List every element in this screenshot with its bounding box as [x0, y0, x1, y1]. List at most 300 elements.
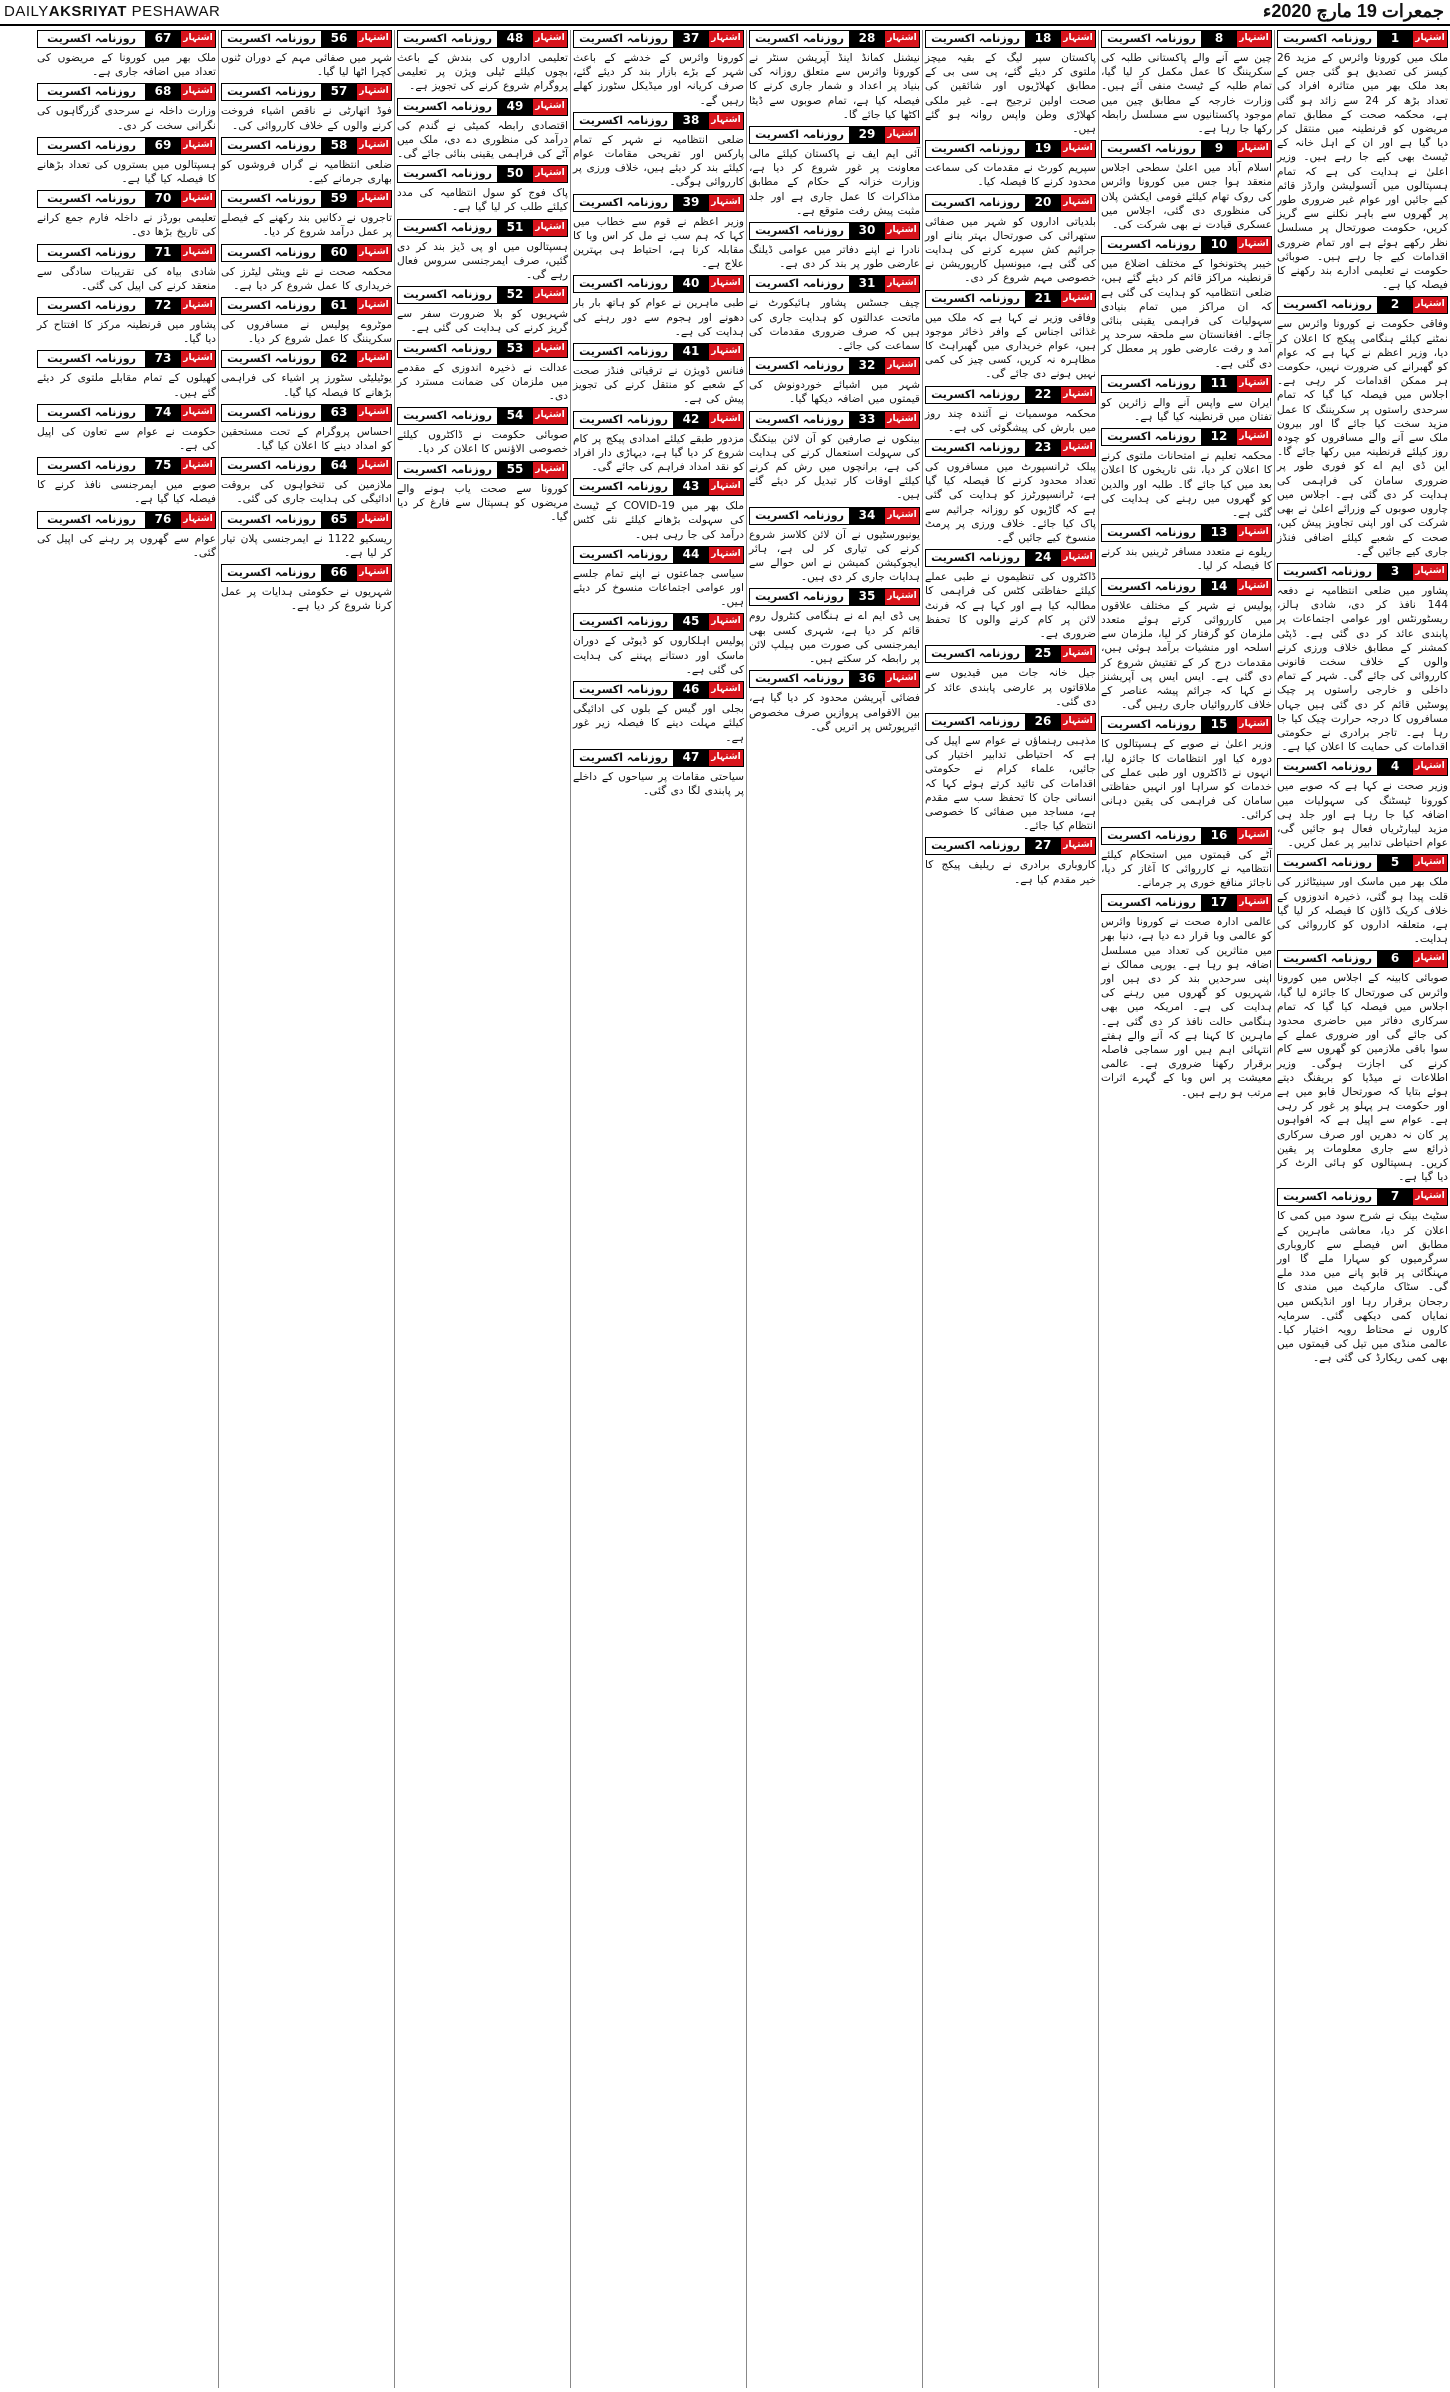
news-item	[749, 30, 920, 122]
item-header-label: روزنامہ اکسریت	[1102, 31, 1201, 47]
item-body-text: ملازمین کی تنخواہوں کی بروقت ادائیگی کی ہدایت جاری کی گئی۔	[221, 479, 392, 506]
news-item	[925, 713, 1096, 833]
news-item	[397, 461, 568, 525]
item-header-tag: اشتہار	[885, 508, 919, 524]
item-header-label: روزنامہ اکسریت	[1102, 717, 1201, 733]
item-number: 18	[1025, 31, 1061, 47]
item-body-text: فوڈ اتھارٹی نے ناقص اشیاء فروخت کرنے والوں کے خلاف کارروائی کی۔	[221, 105, 392, 132]
item-number: 21	[1025, 291, 1061, 307]
item-header	[397, 98, 568, 116]
news-item	[221, 137, 392, 186]
news-item	[925, 386, 1096, 435]
news-item	[573, 478, 744, 542]
item-body-text: ڈاکٹروں کی تنظیموں نے طبی عملے کیلئے حفاظتی کٹس کی فراہمی کا مطالبہ کیا ہے اور کہا ہے کہ فرنٹ لائن پر کام کرنے والوں کا تحفظ ضروری ہے۔	[925, 571, 1096, 641]
item-number: 13	[1201, 525, 1237, 541]
item-header	[221, 297, 392, 315]
item-number: 62	[321, 351, 357, 367]
item-number: 51	[497, 220, 533, 236]
item-number: 43	[673, 479, 709, 495]
item-number: 76	[145, 512, 181, 528]
item-header	[749, 126, 920, 144]
item-number: 58	[321, 138, 357, 154]
item-header	[573, 411, 744, 429]
item-number: 30	[849, 223, 885, 239]
item-body-text: صوبائی کابینہ کے اجلاس میں کورونا وائرس کی صورتحال کا جائزہ لیا گیا، اجلاس میں فیصلہ کیا گیا کہ تمام سرکاری دفاتر میں حاضری محدود کی جائے گی اور ضروری عملے کے سوا باقی ملازمین کو گھروں سے کام کرنے کی اجازت ہوگی۔ وزیر اطلاعات نے میڈیا کو بریفنگ دیتے ہوئے بتایا کہ صورتحال قابو میں ہے اور حکومت ہر پہلو پر غور کر رہی ہے۔ عوام سے اپیل ہے کہ افواہوں پر کان نہ دھریں اور صرف سرکاری ذرائع سے جاری معلومات پر یقین کریں۔ ہسپتالوں کو ہائی الرٹ کر دیا گیا ہے۔	[1277, 972, 1448, 1184]
item-header-label: روزنامہ اکسریت	[222, 458, 321, 474]
item-body-text: مذہبی رہنماؤں نے عوام سے اپیل کی ہے کہ احتیاطی تدابیر اختیار کی جائیں، علماء کرام نے حکومتی اقدامات کی تائید کرتے ہوئے کہا کہ انسانی جان کا تحفظ سب سے مقدم ہے، مساجد میں صفائی کا خصوصی انتظام کیا جائے۔	[925, 734, 1096, 833]
item-body-text: پشاور میں ضلعی انتظامیہ نے دفعہ 144 نافذ کر دی، شادی ہالز، ریسٹورنٹس اور عوامی اجتماعات پر پابندی عائد کر دی گئی ہے۔ ڈپٹی کمشنر کے مطابق خلاف ورزی کرنے والوں کے خلاف سخت قانونی کارروائی کی جائے گی۔ شہر کے تمام داخلی و خارجی راستوں پر چیک پوسٹیں قائم کر دی گئی ہیں جہاں مسافروں کا درجہ حرارت چیک کیا جا رہا ہے۔ تاجر برادری نے حکومتی اقدامات کی حمایت کا اعلان کیا ہے۔	[1277, 584, 1448, 754]
item-header-tag: اشتہار	[1237, 828, 1271, 844]
item-header-tag: اشتہار	[357, 84, 391, 100]
item-header-tag: اشتہار	[709, 614, 743, 630]
item-header-tag: اشتہار	[709, 479, 743, 495]
item-number: 25	[1025, 646, 1061, 662]
news-item	[221, 30, 392, 79]
item-body-text: ملک بھر میں 19-COVID کے ٹیسٹ کی سہولت بڑھانے کیلئے نئی کٹس درآمد کی جا رہی ہیں۔	[573, 500, 744, 541]
item-number: 73	[145, 351, 181, 367]
item-header	[1277, 30, 1448, 48]
item-header	[749, 222, 920, 240]
item-header	[749, 30, 920, 48]
news-item	[37, 30, 216, 79]
item-body-text: یونیورسٹیوں نے آن لائن کلاسز شروع کرنے کی تیاری کر لی ہے، ہائر ایجوکیشن کمیشن نے اس حوالے سے ہدایات جاری کر دی ہیں۔	[749, 528, 920, 584]
item-header	[1277, 296, 1448, 314]
item-header-label: روزنامہ اکسریت	[574, 750, 673, 766]
news-item	[37, 457, 216, 506]
item-header-tag: اشتہار	[1413, 1189, 1447, 1205]
item-header	[37, 190, 216, 208]
item-header	[37, 511, 216, 529]
item-header-tag: اشتہار	[709, 195, 743, 211]
item-header-label: روزنامہ اکسریت	[38, 191, 145, 207]
news-item	[221, 564, 392, 613]
item-number: 63	[321, 405, 357, 421]
item-header-tag: اشتہار	[1237, 579, 1271, 595]
item-body-text: موٹروے پولیس نے مسافروں کی سکریننگ کا عمل شروع کر دیا۔	[221, 319, 392, 346]
item-header-label: روزنامہ اکسریت	[750, 127, 849, 143]
news-item	[1101, 894, 1272, 1100]
item-header-label: روزنامہ اکسریت	[574, 195, 673, 211]
column-1	[1274, 30, 1450, 2388]
item-header	[925, 386, 1096, 404]
item-header	[1277, 563, 1448, 581]
item-header	[1101, 716, 1272, 734]
item-body-text: ملک بھر میں ماسک اور سینیٹائزر کی قلت پیدا ہو گئی، ذخیرہ اندوزوں کے خلاف کریک ڈاؤن کا فیصلہ کر لیا گیا ہے، متعلقہ اداروں کو کارروائی کی ہدایت۔	[1277, 876, 1448, 946]
item-number: 22	[1025, 387, 1061, 403]
item-header-tag: اشتہار	[1061, 550, 1095, 566]
item-header-tag: اشتہار	[357, 298, 391, 314]
news-item	[925, 645, 1096, 709]
item-number: 44	[673, 547, 709, 563]
item-header-tag: اشتہار	[533, 341, 567, 357]
news-item	[925, 290, 1096, 382]
news-item	[1101, 428, 1272, 520]
column-6	[394, 30, 570, 2388]
item-header-label: روزنامہ اکسریت	[38, 245, 145, 261]
item-header-tag: اشتہار	[885, 31, 919, 47]
item-body-text: تعلیمی بورڈز نے داخلہ فارم جمع کرانے کی تاریخ بڑھا دی۔	[37, 212, 216, 239]
item-number: 47	[673, 750, 709, 766]
news-item	[573, 275, 744, 339]
item-header-label: روزنامہ اکسریت	[398, 31, 497, 47]
item-header-tag: اشتہار	[533, 31, 567, 47]
news-item	[37, 190, 216, 239]
item-header-label: روزنامہ اکسریت	[38, 512, 145, 528]
item-header-label: روزنامہ اکسریت	[926, 838, 1025, 854]
item-body-text: اسلام آباد میں اعلیٰ سطحی اجلاس منعقد ہوا جس میں کورونا وائرس کی روک تھام کیلئے قومی ایکشن پلان کی منظوری دی گئی، اجلاس میں عسکری قیادت نے بھی شرکت کی۔	[1101, 162, 1272, 232]
item-header-tag: اشتہار	[885, 223, 919, 239]
item-header	[573, 343, 744, 361]
item-number: 61	[321, 298, 357, 314]
item-header	[1101, 894, 1272, 912]
item-header	[397, 30, 568, 48]
item-header	[925, 30, 1096, 48]
item-header-label: روزنامہ اکسریت	[926, 141, 1025, 157]
item-body-text: فنانس ڈویژن نے ترقیاتی فنڈز صحت کے شعبے کو منتقل کرنے کی تجویز پیش کی ہے۔	[573, 365, 744, 406]
item-body-text: عدالت نے ذخیرہ اندوزی کے مقدمے میں ملزمان کی ضمانت مسترد کر دی۔	[397, 361, 568, 403]
item-body-text: پاک فوج کو سول انتظامیہ کی مدد کیلئے طلب کر لیا گیا ہے۔	[397, 187, 568, 214]
item-body-text: نیشنل کمانڈ اینڈ آپریشن سنٹر نے کورونا وائرس سے متعلق روزانہ کی بنیاد پر اعداد و شمار جاری کرنے کا فیصلہ کیا ہے، تمام صوبوں سے ڈیٹا اکٹھا کیا جائے گا۔	[749, 52, 920, 121]
news-item	[1101, 30, 1272, 136]
item-header-tag: اشتہار	[357, 31, 391, 47]
brand-name: AKSRIYAT	[48, 3, 127, 20]
item-header-tag: اشتہار	[1413, 31, 1447, 47]
item-body-text: پبلک ٹرانسپورٹ میں مسافروں کی تعداد محدود کرنے کا فیصلہ کیا گیا ہے، ٹرانسپورٹرز کو ہدایت کی گئی ہے کہ گاڑیوں کو روزانہ جراثیم سے پاک کیا جائے۔ خلاف ورزی پر پرمٹ منسوخ کیے جائیں گے۔	[925, 461, 1096, 545]
item-number: 31	[849, 276, 885, 292]
item-number: 4	[1377, 759, 1413, 775]
item-header-label: روزنامہ اکسریت	[1102, 525, 1201, 541]
news-item	[221, 404, 392, 453]
item-body-text: محکمہ تعلیم نے امتحانات ملتوی کرنے کا اعلان کر دیا، نئی تاریخوں کا اعلان بعد میں کیا جائے گا۔ طلبہ اور والدین کو گھروں میں رہنے کی ہدایت کی گئی ہے۔	[1101, 450, 1272, 520]
item-header-tag: اشتہار	[1237, 141, 1271, 157]
item-body-text: شہریوں نے حکومتی ہدایات پر عمل کرنا شروع کر دیا ہے۔	[221, 586, 392, 613]
item-header-tag: اشتہار	[1061, 714, 1095, 730]
item-number: 41	[673, 344, 709, 360]
item-header-label: روزنامہ اکسریت	[574, 344, 673, 360]
item-header	[573, 194, 744, 212]
news-item	[1101, 578, 1272, 713]
item-header	[37, 457, 216, 475]
item-body-text: اقتصادی رابطہ کمیٹی نے گندم کی درآمد کی منظوری دے دی، ملک میں آٹے کی فراہمی یقینی بنائی جائے گی۔	[397, 119, 568, 161]
item-body-text: فضائی آپریشن محدود کر دیا گیا ہے، بین الاقوامی پروازیں صرف مخصوص ائیرپورٹس پر اتریں گی۔	[749, 692, 920, 733]
item-body-text: کورونا وائرس کے خدشے کے باعث شہر کے بڑے بازار بند کر دیئے گئے، صرف کریانہ اور میڈیکل سٹورز کھلے رہیں گے۔	[573, 52, 744, 107]
item-header	[397, 286, 568, 304]
item-body-text: وزیر اعظم نے قوم سے خطاب میں کہا کہ ہم سب نے مل کر اس وبا کا مقابلہ کرنا ہے، احتیاط ہی بہترین علاج ہے۔	[573, 215, 744, 271]
item-header-tag: اشتہار	[357, 565, 391, 581]
item-header-label: روزنامہ اکسریت	[398, 220, 497, 236]
news-item	[749, 588, 920, 666]
item-header-tag: اشتہار	[181, 245, 215, 261]
item-body-text: عوام سے گھروں پر رہنے کی اپیل کی گئی۔	[37, 532, 216, 559]
item-header-label: روزنامہ اکسریت	[574, 614, 673, 630]
item-body-text: مزدور طبقے کیلئے امدادی پیکج پر کام شروع کر دیا گیا ہے، دیہاڑی دار افراد کو نقد امداد فراہم کی جائے گی۔	[573, 432, 744, 474]
item-header-label: روزنامہ اکسریت	[574, 547, 673, 563]
news-item	[925, 837, 1096, 886]
item-header-tag: اشتہار	[885, 589, 919, 605]
item-number: 48	[497, 31, 533, 47]
item-header	[37, 137, 216, 155]
item-number: 45	[673, 614, 709, 630]
column-2	[1098, 30, 1274, 2388]
item-number: 1	[1377, 31, 1413, 47]
news-item	[1277, 950, 1448, 1184]
item-header-tag: اشتہار	[885, 671, 919, 687]
news-item	[221, 83, 392, 132]
item-number: 12	[1201, 429, 1237, 445]
item-header	[1277, 854, 1448, 872]
item-header-tag: اشتہار	[1237, 31, 1271, 47]
news-item	[221, 350, 392, 399]
item-number: 19	[1025, 141, 1061, 157]
news-item	[37, 404, 216, 453]
item-number: 68	[145, 84, 181, 100]
item-body-text: آئی ایم ایف نے پاکستان کیلئے مالی معاونت پر غور شروع کر دیا ہے، وزارت خزانہ کے حکام کے مطابق مذاکرات کا عمل جاری ہے اور جلد مثبت پیش رفت متوقع ہے۔	[749, 148, 920, 217]
item-number: 55	[497, 462, 533, 478]
item-number: 7	[1377, 1189, 1413, 1205]
item-header-tag: اشتہار	[1413, 564, 1447, 580]
news-item	[37, 137, 216, 186]
item-number: 24	[1025, 550, 1061, 566]
item-header-label: روزنامہ اکسریت	[1278, 31, 1377, 47]
item-header-label: روزنامہ اکسریت	[750, 412, 849, 428]
item-header-tag: اشتہار	[1413, 951, 1447, 967]
item-header-label: روزنامہ اکسریت	[926, 440, 1025, 456]
item-header-tag: اشتہار	[885, 276, 919, 292]
item-header-label: روزنامہ اکسریت	[398, 287, 497, 303]
item-header-tag: اشتہار	[1413, 855, 1447, 871]
item-body-text: صوبے میں ایمرجنسی نافذ کرنے کا فیصلہ کیا گیا ہے۔	[37, 479, 216, 506]
item-header	[1101, 827, 1272, 845]
item-header-tag: اشتہار	[1061, 31, 1095, 47]
news-item	[1101, 716, 1272, 822]
item-header-tag: اشتہار	[1061, 291, 1095, 307]
item-body-text: وزارت داخلہ نے سرحدی گزرگاہوں کی نگرانی سخت کر دی۔	[37, 105, 216, 132]
news-item	[749, 411, 920, 503]
item-header-label: روزنامہ اکسریت	[398, 341, 497, 357]
item-header-tag: اشتہار	[533, 462, 567, 478]
item-body-text: تعلیمی اداروں کی بندش کے باعث بچوں کیلئے ٹیلی ویژن پر تعلیمی پروگرام شروع کرنے کی تجویز ہے۔	[397, 52, 568, 93]
item-body-text: صوبائی حکومت نے ڈاکٹروں کیلئے خصوصی الاؤنس کا اعلان کر دیا۔	[397, 429, 568, 456]
item-number: 42	[673, 412, 709, 428]
item-number: 27	[1025, 838, 1061, 854]
news-item	[573, 30, 744, 108]
item-header	[1101, 578, 1272, 596]
item-header	[1277, 950, 1448, 968]
item-header	[925, 837, 1096, 855]
item-header	[749, 411, 920, 429]
item-body-text: نادرا نے اپنے دفاتر میں عوامی ڈیلنگ عارضی طور پر بند کر دی ہے۔	[749, 244, 920, 271]
item-number: 75	[145, 458, 181, 474]
item-header-tag: اشتہار	[533, 408, 567, 424]
item-header	[573, 613, 744, 631]
item-body-text: ریسکیو 1122 نے ایمرجنسی پلان تیار کر لیا ہے۔	[221, 532, 392, 559]
item-number: 5	[1377, 855, 1413, 871]
item-header-tag: اشتہار	[1237, 237, 1271, 253]
item-header-tag: اشتہار	[709, 412, 743, 428]
item-header-tag: اشتہار	[533, 99, 567, 115]
item-number: 64	[321, 458, 357, 474]
item-number: 10	[1201, 237, 1237, 253]
item-header	[397, 165, 568, 183]
news-item	[1101, 827, 1272, 891]
news-item	[221, 511, 392, 560]
item-header-tag: اشتہار	[357, 138, 391, 154]
brand-prefix: DAILY	[4, 3, 49, 20]
news-item	[221, 190, 392, 239]
item-body-text: چیف جسٹس پشاور ہائیکورٹ نے ماتحت عدالتوں کو ہدایت جاری کی ہیں کہ صرف ضروری مقدمات کی سماعت کی جائے۔	[749, 297, 920, 353]
news-item	[1277, 758, 1448, 850]
item-header-label: روزنامہ اکسریت	[750, 671, 849, 687]
news-item	[1101, 140, 1272, 232]
item-header-tag: اشتہار	[709, 682, 743, 698]
item-header-label: روزنامہ اکسریت	[926, 646, 1025, 662]
news-item	[397, 219, 568, 283]
item-body-text: ریلوے نے متعدد مسافر ٹرینیں بند کرنے کا فیصلہ کر لیا۔	[1101, 546, 1272, 573]
item-number: 3	[1377, 564, 1413, 580]
item-header	[1101, 140, 1272, 158]
news-item	[573, 749, 744, 798]
item-header-tag: اشتہار	[1237, 895, 1271, 911]
item-body-text: ہسپتالوں میں بستروں کی تعداد بڑھانے کا فیصلہ کیا گیا ہے۔	[37, 158, 216, 186]
item-header	[37, 404, 216, 422]
item-header-label: روزنامہ اکسریت	[926, 291, 1025, 307]
news-item	[1101, 375, 1272, 424]
news-item	[925, 439, 1096, 545]
item-header	[221, 30, 392, 48]
item-number: 52	[497, 287, 533, 303]
item-header-label: روزنامہ اکسریت	[222, 31, 321, 47]
item-header	[573, 546, 744, 564]
item-header-label: روزنامہ اکسریت	[750, 276, 849, 292]
news-item	[37, 511, 216, 560]
item-header	[1101, 236, 1272, 254]
item-header-tag: اشتہار	[533, 287, 567, 303]
item-header-label: روزنامہ اکسریت	[750, 31, 849, 47]
item-header-tag: اشتہار	[709, 750, 743, 766]
item-header-label: روزنامہ اکسریت	[1102, 429, 1201, 445]
item-header-label: روزنامہ اکسریت	[1278, 855, 1377, 871]
news-item	[1277, 854, 1448, 946]
item-header-label: روزنامہ اکسریت	[222, 298, 321, 314]
item-header-label: روزنامہ اکسریت	[574, 412, 673, 428]
item-header-label: روزنامہ اکسریت	[1278, 951, 1377, 967]
item-header-tag: اشتہار	[357, 512, 391, 528]
item-header	[573, 275, 744, 293]
item-header-label: روزنامہ اکسریت	[38, 298, 145, 314]
item-number: 37	[673, 31, 709, 47]
item-body-text: شہریوں کو بلا ضرورت سفر سے گریز کرنے کی ہدایت کی گئی ہے۔	[397, 308, 568, 335]
item-header	[1101, 30, 1272, 48]
item-body-text: پشاور میں قرنطینہ مرکز کا افتتاح کر دیا گیا۔	[37, 319, 216, 346]
item-body-text: حکومت نے عوام سے تعاون کی اپیل کی ہے۔	[37, 425, 216, 453]
item-body-text: شہر میں اشیائے خوردونوش کی قیمتوں میں اضافہ دیکھا گیا۔	[749, 379, 920, 406]
item-header	[749, 275, 920, 293]
item-header	[1277, 758, 1448, 776]
item-number: 36	[849, 671, 885, 687]
item-header-label: روزنامہ اکسریت	[222, 138, 321, 154]
item-number: 69	[145, 138, 181, 154]
news-item	[749, 126, 920, 218]
item-header	[37, 244, 216, 262]
item-header	[37, 350, 216, 368]
item-header	[925, 439, 1096, 457]
item-header	[397, 340, 568, 358]
item-number: 29	[849, 127, 885, 143]
news-item	[749, 222, 920, 271]
item-body-text: پولیس نے شہر کے مختلف علاقوں میں کارروائی کرتے ہوئے متعدد ملزمان کو گرفتار کر لیا، ملزمان سے اسلحہ اور منشیات برآمد ہوئی ہیں، مقدمات درج کر کے تفتیش شروع کر دی گئی ہے۔ ایس ایس پی آپریشنز نے کہا کہ جرائم پیشہ عناصر کے خلاف کارروائیاں جاری رہیں گی۔	[1101, 599, 1272, 712]
item-header-label: روزنامہ اکسریت	[1102, 828, 1201, 844]
item-header-label: روزنامہ اکسریت	[926, 550, 1025, 566]
item-body-text: محکمہ صحت نے نئے وینٹی لیٹرز کی خریداری کا عمل شروع کر دیا ہے۔	[221, 265, 392, 292]
item-header-label: روزنامہ اکسریت	[1102, 376, 1201, 392]
column-3	[922, 30, 1098, 2388]
item-header	[1101, 428, 1272, 446]
item-header-tag: اشتہار	[181, 31, 215, 47]
item-number: 38	[673, 113, 709, 129]
item-header	[925, 645, 1096, 663]
news-item	[1277, 563, 1448, 754]
item-body-text: طبی ماہرین نے عوام کو ہاتھ بار بار دھونے اور ہجوم سے دور رہنے کی ہدایت کی ہے۔	[573, 297, 744, 338]
item-header	[221, 190, 392, 208]
item-header-tag: اشتہار	[1237, 525, 1271, 541]
column-8	[35, 30, 218, 2388]
item-number: 14	[1201, 579, 1237, 595]
item-header-label: روزنامہ اکسریت	[38, 351, 145, 367]
item-header	[573, 478, 744, 496]
item-header-label: روزنامہ اکسریت	[926, 31, 1025, 47]
item-header-label: روزنامہ اکسریت	[750, 223, 849, 239]
item-number: 32	[849, 358, 885, 374]
item-header-tag: اشتہار	[357, 405, 391, 421]
item-header-tag: اشتہار	[885, 358, 919, 374]
item-body-text: جیل خانہ جات میں قیدیوں سے ملاقاتوں پر عارضی پابندی عائد کر دی گئی۔	[925, 667, 1096, 708]
item-header	[221, 511, 392, 529]
news-item	[37, 83, 216, 132]
item-body-text: سیاسی جماعتوں نے اپنے تمام جلسے اور عوامی اجتماعات منسوخ کر دیئے ہیں۔	[573, 567, 744, 609]
item-header-label: روزنامہ اکسریت	[398, 462, 497, 478]
item-header-label: روزنامہ اکسریت	[574, 479, 673, 495]
news-item	[221, 457, 392, 506]
item-body-text: تاجروں نے دکانیں بند رکھنے کے فیصلے پر عمل درآمد شروع کر دیا۔	[221, 212, 392, 239]
item-body-text: کورونا سے صحت یاب ہونے والے مریضوں کو ہسپتال سے فارغ کر دیا گیا۔	[397, 482, 568, 524]
item-header-label: روزنامہ اکسریت	[38, 458, 145, 474]
item-body-text: وزیر صحت نے کہا ہے کہ صوبے میں کورونا ٹیسٹنگ کی سہولیات میں اضافہ کیا جا رہا ہے اور جلد ہی مزید لیبارٹریاں فعال ہو جائیں گی، عوام احتیاطی تدابیر پر عمل کریں۔	[1277, 780, 1448, 850]
item-header-label: روزنامہ اکسریت	[222, 191, 321, 207]
item-header-label: روزنامہ اکسریت	[1102, 895, 1201, 911]
news-item	[1277, 296, 1448, 558]
news-item	[397, 340, 568, 404]
item-header-tag: اشتہار	[1061, 387, 1095, 403]
item-number: 20	[1025, 195, 1061, 211]
item-body-text: سیاحتی مقامات پر سیاحوں کے داخلے پر پابندی لگا دی گئی۔	[573, 770, 744, 797]
item-header	[221, 350, 392, 368]
item-header	[221, 83, 392, 101]
column-5	[570, 30, 746, 2388]
item-header	[749, 670, 920, 688]
news-item	[749, 275, 920, 353]
item-body-text: سپریم کورٹ نے مقدمات کی سماعت محدود کرنے کا فیصلہ کیا۔	[925, 162, 1096, 189]
item-body-text: کاروباری برادری نے ریلیف پیکج کا خیر مقدم کیا ہے۔	[925, 859, 1096, 886]
item-header-tag: اشتہار	[885, 127, 919, 143]
item-body-text: خیبر پختونخوا کے مختلف اضلاع میں قرنطینہ مراکز قائم کر دیئے گئے ہیں، ضلعی انتظامیہ کو ہدایت کی گئی ہے کہ ان مراکز میں تمام بنیادی سہولیات کی فراہمی یقینی بنائی جائے۔ افغانستان سے ملحقہ سرحد پر آمد و رفت عارضی طور پر معطل کر دی گئی ہے۔	[1101, 258, 1272, 370]
item-header-label: روزنامہ اکسریت	[1278, 759, 1377, 775]
item-body-text: ایران سے واپس آنے والے زائرین کو تفتان میں قرنطینہ کیا گیا ہے۔	[1101, 396, 1272, 424]
news-item	[749, 670, 920, 734]
item-header-label: روزنامہ اکسریت	[398, 99, 497, 115]
item-header-label: روزنامہ اکسریت	[926, 387, 1025, 403]
item-header	[37, 83, 216, 101]
news-item	[573, 343, 744, 407]
